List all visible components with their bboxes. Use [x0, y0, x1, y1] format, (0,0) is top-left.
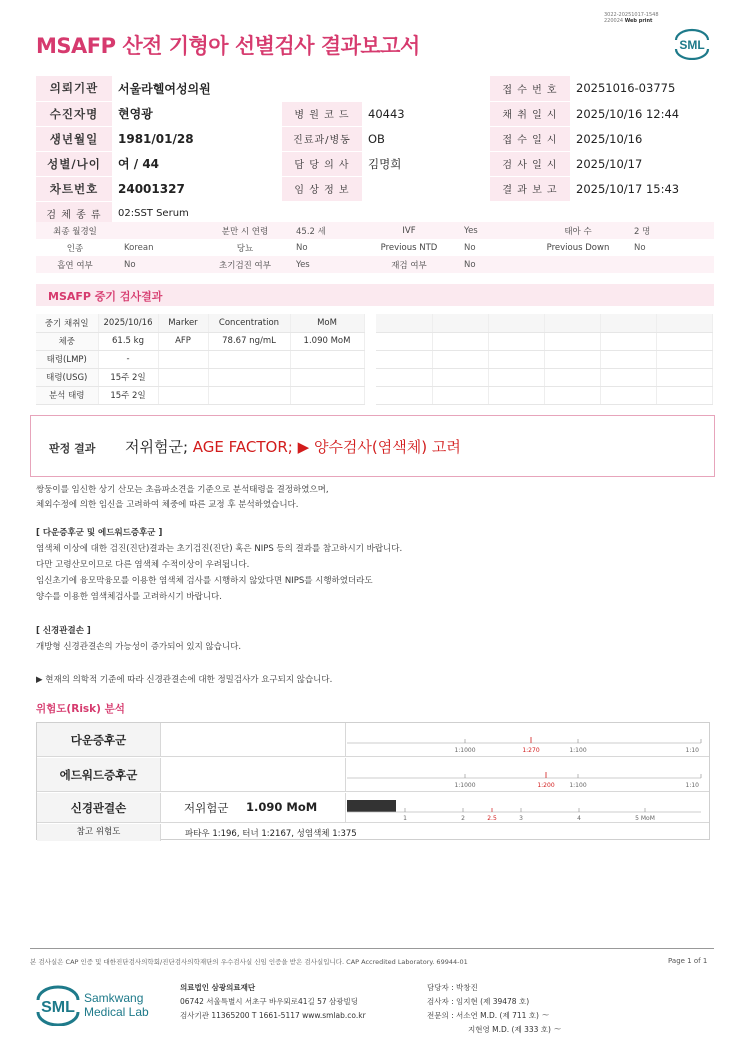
risk-row-down: [37, 723, 709, 757]
clin-value: No: [286, 239, 364, 256]
marker-cell: 중기 채취일: [36, 314, 98, 332]
collect-datetime-label: 채 취 일 시: [490, 101, 570, 126]
down-label: 다운증후군: [37, 723, 161, 756]
clin-label: 당뇨: [204, 239, 286, 256]
report-title: MSAFP 산전 기형아 선별검사 결과보고서: [36, 34, 420, 58]
marker-cell: 체중: [36, 332, 98, 350]
institution-info: [180, 981, 366, 1023]
logo-name-1: Samkwang: [84, 991, 144, 1005]
marker-cell: MoM: [290, 314, 364, 332]
hospital-code-value: 40443: [362, 101, 490, 126]
dept-label: 진료과/병동: [282, 126, 362, 151]
marker-cell: 15주 2일: [98, 368, 158, 386]
down-line-2: 다만 고령산모이므로 다른 염색체 수적이상이 우려됩니다.: [36, 560, 250, 570]
doc-code-2: 220024: [604, 18, 624, 24]
ntd-tick: 3: [519, 815, 523, 822]
down-tick: 1:10: [685, 747, 699, 754]
marker-cell: 태령(USG): [36, 368, 98, 386]
ntd-note: ▶ 현재의 의학적 기준에 따라 신경관결손에 대한 정밀검사가 요구되지 않습니다.: [36, 675, 333, 685]
marker-cell: 78.67 ng/mL: [208, 332, 290, 350]
clin-value: 45.2 세: [286, 222, 364, 239]
analysis-note-1: 쌍둥이를 임신한 상기 산모는 초음파소견을 기준으로 분석태령을 결정하였으며,: [36, 485, 329, 495]
clinical-info-table: [36, 222, 714, 273]
specimen-label: 검 체 종 류: [36, 201, 112, 226]
institution-value: 서울라헬여성의원: [112, 76, 490, 101]
ntd-mom-bar: [347, 800, 396, 812]
sml-logo: [36, 984, 166, 1030]
marker-cell: AFP: [158, 332, 208, 350]
name-value: 현영광: [112, 101, 282, 126]
section-title: MSAFP 중기 검사결과: [48, 290, 163, 303]
logo-name-2: Medical Lab: [84, 1005, 149, 1019]
risk-row-ntd: [37, 793, 709, 823]
section-header: [36, 284, 714, 306]
doctor-value: 김명희: [362, 151, 490, 176]
clin-value: Yes: [454, 222, 532, 239]
down-tick: 1:100: [569, 747, 587, 754]
clin-value: [114, 222, 204, 239]
edwards-tick: 1:1000: [454, 782, 476, 789]
clin-value: 2 명: [624, 222, 714, 239]
marker-cell: 61.5 kg: [98, 332, 158, 350]
institution-label: 의뢰기관: [36, 76, 112, 101]
clin-label: IVF: [364, 222, 454, 239]
judgment-value: 저위험군; AGE FACTOR; ▶ 양수검사(염색체) 고려: [125, 438, 461, 456]
collect-datetime-value: 2025/10/16 12:44: [570, 101, 714, 126]
judgment-box: [30, 415, 715, 477]
receipt-date-label: 접 수 일 시: [490, 126, 570, 151]
chart-label: 차트번호: [36, 176, 112, 201]
specimen-value: 02:SST Serum: [112, 201, 714, 226]
marker-cell: 1.090 MoM: [290, 332, 364, 350]
clin-value: No: [114, 256, 204, 273]
clinical-info-label: 임 상 정 보: [282, 176, 362, 201]
sex-age-label: 성별/나이: [36, 151, 112, 176]
marker-cell: Marker: [158, 314, 208, 332]
receipt-date-value: 2025/10/16: [570, 126, 714, 151]
marker-cell: 태령(LMP): [36, 350, 98, 368]
staff-line: 검사자 : 임지현 (제 39478 호): [427, 997, 530, 1006]
sex-age-value: 여 / 44: [112, 151, 282, 176]
marker-cell: [158, 350, 208, 368]
patient-info-table: [36, 76, 714, 227]
clinical-info-value: [362, 176, 490, 201]
staff-line: 지현영 M.D. (제 333 호): [468, 1025, 551, 1034]
doctor-label: 담 당 의 사: [282, 151, 362, 176]
clin-label: Previous NTD: [364, 239, 454, 256]
clin-label: 인종: [36, 239, 114, 256]
marker-cell: [208, 350, 290, 368]
clin-label: 최종 월경일: [36, 222, 114, 239]
clin-value: No: [454, 239, 532, 256]
clin-value: Yes: [286, 256, 364, 273]
marker-cell: -: [98, 350, 158, 368]
sml-logo-small: [672, 28, 712, 58]
down-line-4: 양수를 이용한 염색체검사를 고려하시기 바랍니다.: [36, 592, 222, 602]
logo-text: SML: [679, 38, 705, 52]
marker-cell: [290, 368, 364, 386]
ntd-risk-scale: [347, 793, 709, 822]
report-value: 2025/10/17 15:43: [570, 176, 714, 201]
edwards-tick: 1:100: [569, 782, 587, 789]
clin-value: No: [624, 239, 714, 256]
dept-value: OB: [362, 126, 490, 151]
test-date-label: 검 사 일 시: [490, 151, 570, 176]
marker-cell: [208, 386, 290, 404]
institution-contact: 검사기관 11365200 T 1661-5117 www.smlab.co.kr: [180, 1011, 366, 1020]
ntd-tick: 2: [461, 815, 465, 822]
ntd-line-1: 개방형 신경관결손의 가능성이 증가되어 있지 않습니다.: [36, 642, 242, 652]
marker-cell: [158, 386, 208, 404]
institution-address: 06742 서울특별시 서초구 바우뫼로41길 57 삼광빌딩: [180, 997, 359, 1006]
clin-label: 분만 시 연령: [204, 222, 286, 239]
report-label: 결 과 보 고: [490, 176, 570, 201]
marker-table-empty: [376, 314, 713, 405]
edwards-label: 에드워드증후군: [37, 758, 161, 791]
birth-label: 생년월일: [36, 126, 112, 151]
down-tick: 1:1000: [454, 747, 476, 754]
clin-label: Previous Down: [532, 239, 624, 256]
arrow-icon: ▶: [297, 438, 310, 456]
receipt-no-label: 접 수 번 호: [490, 76, 570, 101]
ntd-label: 신경관결손: [37, 793, 161, 822]
edwards-risk-scale: [347, 758, 709, 791]
signature-1: ~: [541, 1010, 550, 1021]
marker-cell: [290, 350, 364, 368]
clin-value: Korean: [114, 239, 204, 256]
birth-value: 1981/01/28: [112, 126, 282, 151]
judgment-tail: 양수검사(염색체) 고려: [313, 438, 461, 456]
risk-row-edwards: [37, 758, 709, 792]
down-risk-scale: [347, 723, 709, 756]
doc-code-1: 3022-20251017-1548: [604, 12, 659, 18]
hospital-code-label: 병 원 코 드: [282, 101, 362, 126]
doc-code: [604, 12, 659, 24]
marker-cell: [208, 368, 290, 386]
ntd-result: 저위험군: [184, 801, 229, 815]
name-label: 수진자명: [36, 101, 112, 126]
ntd-tick: 1: [403, 815, 407, 822]
footer-divider: [30, 948, 714, 949]
judgment-label: 판정 결과: [49, 442, 96, 455]
receipt-no-value: 20251016-03775: [570, 76, 714, 101]
page-number: Page 1 of 1: [668, 957, 708, 965]
staff-line: 전문의 : 서소연 M.D. (제 711 호): [427, 1011, 539, 1020]
test-date-value: 2025/10/17: [570, 151, 714, 176]
clin-label: 태아 수: [532, 222, 624, 239]
ntd-tick: 4: [577, 815, 581, 822]
footer-note: 본 검사실은 CAP 인증 및 대한진단검사의학회/진단검사의학재단의 우수검사실 신임 인증을 받은 검사실입니다. CAP Accredited Laboratory. 69944-01: [30, 958, 468, 966]
institution-name: 의료법인 삼광의료재단: [180, 983, 256, 992]
down-heading: [ 다운증후군 및 에드워드증후군 ]: [36, 528, 163, 538]
ref-value: 파타우 1:196, 터너 1:2167, 성염색체 1:375: [185, 829, 357, 839]
marker-cell: 2025/10/16: [98, 314, 158, 332]
down-line-1: 염색체 이상에 대한 검진(진단)결과는 초기검진(진단) 혹은 NIPS 등의 결과를 참고하시기 바랍니다.: [36, 544, 403, 554]
ntd-heading: [ 신경관결손 ]: [36, 626, 91, 636]
marker-cell: 분석 태령: [36, 386, 98, 404]
staff-info: [427, 981, 562, 1037]
clin-value: No: [454, 256, 532, 273]
ntd-tick: 5 MoM: [635, 815, 655, 822]
chart-value: 24001327: [112, 176, 282, 201]
staff-line: 담당자 : 박창진: [427, 983, 478, 992]
footer-logo-text: SML: [41, 999, 75, 1016]
clin-value: [624, 256, 714, 273]
clin-label: 초기검진 여부: [204, 256, 286, 273]
risk-title: 위험도(Risk) 분석: [36, 703, 125, 715]
clin-label: 흡연 여부: [36, 256, 114, 273]
web-print-label: Web print: [624, 18, 653, 24]
ntd-tick-cutoff: 2.5: [487, 815, 497, 822]
down-tick-result: 1:270: [522, 747, 540, 754]
ref-label: 참고 위험도: [37, 824, 161, 841]
analysis-note-2: 체외수정에 의한 임신을 고려하여 체중에 따른 교정 후 분석하였습니다.: [36, 500, 299, 510]
judgment-red-text: AGE FACTOR;: [192, 438, 293, 456]
clin-label: [532, 256, 624, 273]
marker-cell: Concentration: [208, 314, 290, 332]
marker-cell: [290, 386, 364, 404]
signature-2: ~: [553, 1024, 562, 1035]
ntd-mom: 1.090 MoM: [246, 800, 318, 814]
clin-label: 재검 여부: [364, 256, 454, 273]
risk-row-reference: [37, 824, 709, 841]
down-line-3: 임신초기에 융모막융모를 이용한 염색체 검사를 시행하지 않았다면 NIPS를 시행하였더라도: [36, 576, 373, 586]
marker-table: [36, 314, 365, 405]
marker-cell: 15주 2일: [98, 386, 158, 404]
marker-cell: [158, 368, 208, 386]
risk-table: [36, 722, 710, 840]
edwards-tick-result: 1:200: [537, 782, 555, 789]
edwards-tick: 1:10: [685, 782, 699, 789]
